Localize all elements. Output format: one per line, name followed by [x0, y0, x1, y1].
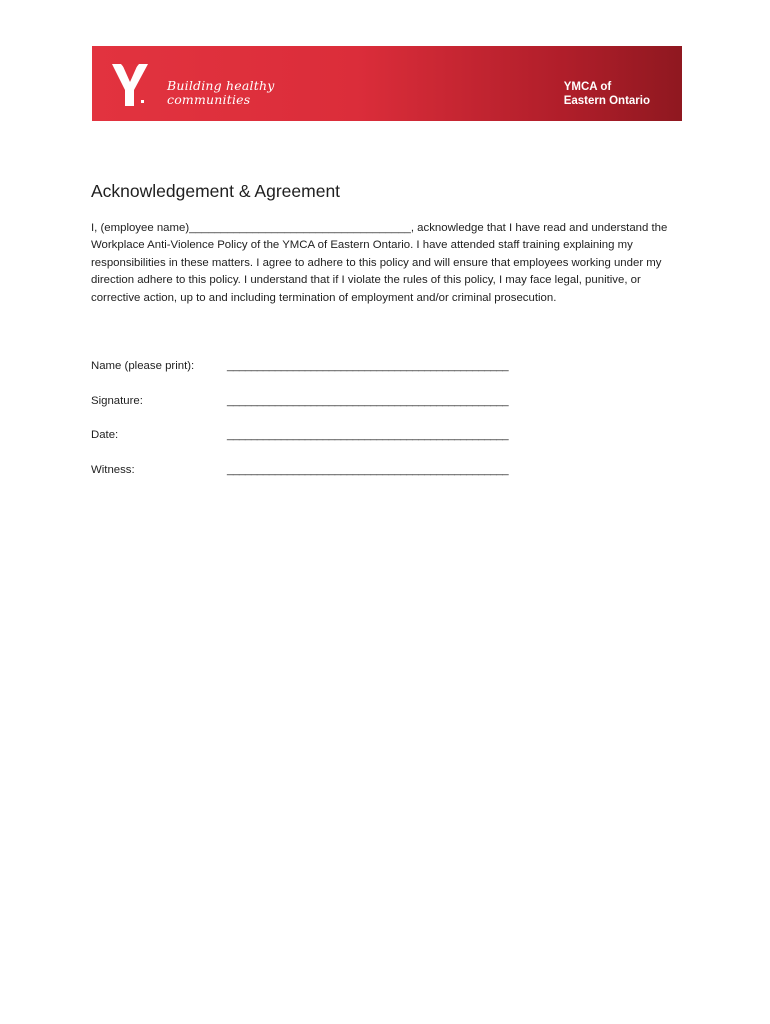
signature-field-label: Signature:	[91, 394, 143, 407]
name-field-row	[91, 360, 561, 395]
date-field-label: Date:	[91, 429, 119, 441]
witness-field-row	[91, 464, 561, 499]
witness-field-label: Witness:	[91, 463, 135, 476]
header-banner	[92, 46, 682, 121]
date-field-line[interactable]: _______________________________________________	[227, 429, 509, 441]
witness-field-line[interactable]: _______________________________________________	[227, 463, 509, 476]
signature-field-line[interactable]: _______________________________________________	[227, 394, 509, 407]
org-name-line2: Eastern Ontario	[563, 95, 650, 107]
date-field-row	[91, 429, 561, 464]
signature-field-row	[91, 395, 561, 430]
tagline-line1: Building healthy	[167, 78, 275, 93]
org-name-line1: YMCA of	[563, 81, 612, 93]
tagline	[167, 79, 275, 107]
document-title: Acknowledgement & Agreement	[91, 181, 341, 201]
organization-name	[564, 80, 650, 108]
name-field-label: Name (please print):	[91, 360, 195, 372]
ymca-y-icon	[112, 62, 148, 108]
tagline-line2: communities	[167, 92, 251, 107]
signature-fields	[91, 360, 561, 498]
name-field-line[interactable]: _______________________________________________	[227, 360, 509, 372]
acknowledgement-paragraph: I, (employee name)___________________________________, acknowledge that I have read and understand the Workplace Anti-Violence Policy of the YMCA of Eastern Ontario. I have attended staff training explaining my responsibilities in these matters. I agree to adhere to this policy and will ensure that employees working under my direction adhere to this policy. I understand that if I violate the rules of this policy, I may face legal, punitive, or corrective action, up to and including termination of employment and/or criminal prosecution.	[91, 222, 668, 304]
